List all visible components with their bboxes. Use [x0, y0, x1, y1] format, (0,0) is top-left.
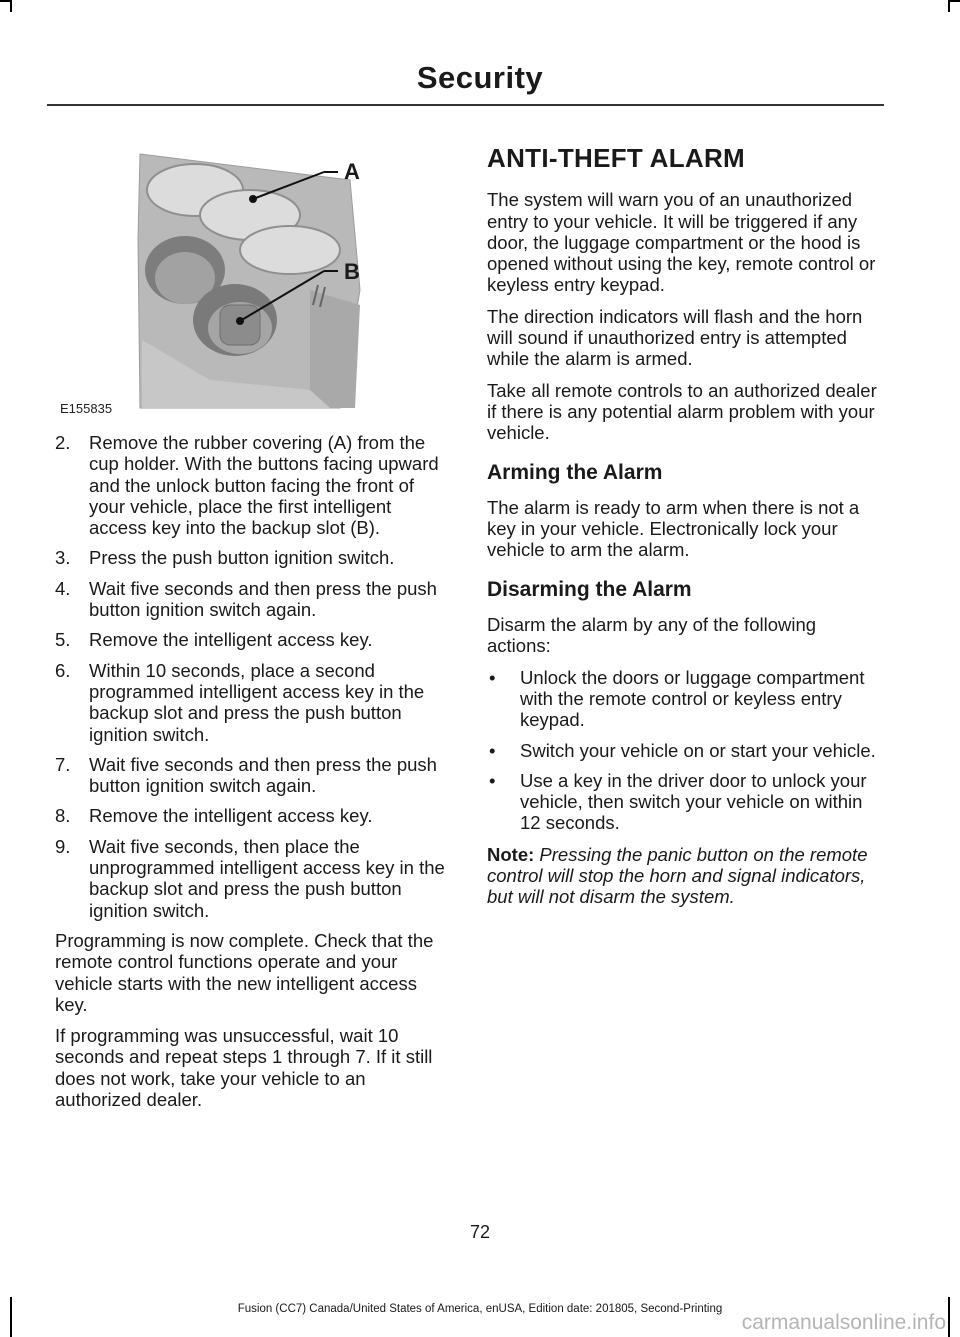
step-text: Press the push button ignition switch.	[89, 547, 395, 569]
step-item	[55, 660, 450, 745]
step-item	[55, 432, 450, 538]
list-item-text: Unlock the doors or luggage compartment with the remote control or keyless entry keypad.	[520, 666, 865, 731]
arming-paragraph: The alarm is ready to arm when there is not a key in your vehicle. Electronically lock your vehicle to arm the alarm.	[487, 496, 860, 561]
label-a: A	[344, 159, 360, 184]
step-text: Remove the intelligent access key.	[89, 805, 373, 827]
unsuccessful-paragraph: If programming was unsuccessful, wait 10 seconds and repeat steps 1 through 7. If it still does not work, take your vehicle to an authorized dealer.	[55, 1025, 433, 1111]
bullet: •	[489, 739, 496, 761]
list-item	[487, 770, 882, 834]
step-number: 9.	[55, 835, 71, 857]
bullet: •	[489, 769, 496, 791]
list-item	[487, 740, 882, 761]
list-item-text: Switch your vehicle on or start your vehicle.	[520, 739, 876, 761]
footer-edition-text: Fusion (CC7) Canada/United States of America, enUSA, Edition date: 201805, Second-Printing	[237, 1303, 723, 1315]
step-item	[55, 836, 450, 921]
crop-mark	[948, 0, 950, 12]
header-rule	[47, 104, 884, 106]
completion-paragraph: Programming is now complete. Check that the remote control functions operate and your vehicle starts with the new intelligent access key.	[55, 929, 434, 1015]
step-number: 5.	[55, 629, 71, 651]
step-number: 7.	[55, 753, 71, 775]
page-title: Security	[416, 60, 544, 95]
right-column	[487, 143, 882, 918]
step-text: Wait five seconds, then place the unprogrammed intelligent access key in the backup slot and press the push button ignition switch.	[89, 835, 445, 921]
step-text: Wait five seconds and then press the push button ignition switch again.	[89, 753, 437, 797]
arming-heading: Arming the Alarm	[487, 460, 663, 484]
step-item	[55, 805, 450, 826]
step-text: Remove the intelligent access key.	[89, 629, 373, 651]
bullet: •	[489, 666, 496, 688]
step-number: 8.	[55, 805, 71, 827]
dealer-paragraph: Take all remote controls to an authorized dealer if there is any potential alarm problem with your vehicle.	[487, 379, 877, 444]
note-label: Note:	[487, 843, 535, 865]
cup-holder-illustration	[60, 140, 446, 416]
list-item	[487, 667, 882, 731]
crop-mark	[10, 0, 12, 12]
page-number: 72	[469, 1222, 491, 1242]
note-text: Pressing the panic button on the remote control will stop the horn and signal indicators, but will not disarm the system.	[487, 843, 868, 908]
step-text: Remove the rubber covering (A) from the cup holder. With the buttons facing upward and the unlock button facing the front of your vehicle, place the first intelligent access key into the backup slot (B).	[89, 432, 439, 539]
step-item	[55, 629, 450, 650]
watermark: carmanualsonline.info	[741, 1311, 946, 1334]
left-column	[55, 432, 450, 1120]
programming-steps	[55, 432, 450, 921]
figure-code: E155835	[60, 401, 113, 416]
step-number: 2.	[55, 432, 71, 453]
step-number: 6.	[55, 659, 71, 681]
disarming-intro: Disarm the alarm by any of the following actions:	[487, 614, 817, 657]
alarm-intro-paragraph: The system will warn you of an unauthorized entry to your vehicle. It will be triggered if any door, the luggage compartment or the hood is opened without using the key, remote control or keyless entry keypad.	[487, 189, 876, 296]
step-item	[55, 547, 450, 568]
section-heading: ANTI-THEFT ALARM	[487, 143, 746, 173]
indicators-paragraph: The direction indicators will flash and the horn will sound if unauthorized entry is attempted while the alarm is armed.	[487, 305, 863, 370]
step-item	[55, 754, 450, 797]
cup-holder-drawing	[60, 140, 446, 416]
step-number: 3.	[55, 547, 71, 569]
disarming-heading: Disarming the Alarm	[487, 577, 692, 601]
step-item	[55, 578, 450, 621]
step-text: Within 10 seconds, place a second programmed intelligent access key in the backup slot and press the push button ignition switch.	[89, 659, 425, 745]
list-item-text: Use a key in the driver door to unlock your vehicle, then switch your vehicle on within 12 seconds.	[520, 769, 867, 834]
disarm-actions-list	[487, 667, 882, 834]
note	[487, 844, 882, 908]
step-text: Wait five seconds and then press the push button ignition switch again.	[89, 577, 437, 621]
step-number: 4.	[55, 577, 71, 599]
label-b: B	[344, 259, 360, 284]
